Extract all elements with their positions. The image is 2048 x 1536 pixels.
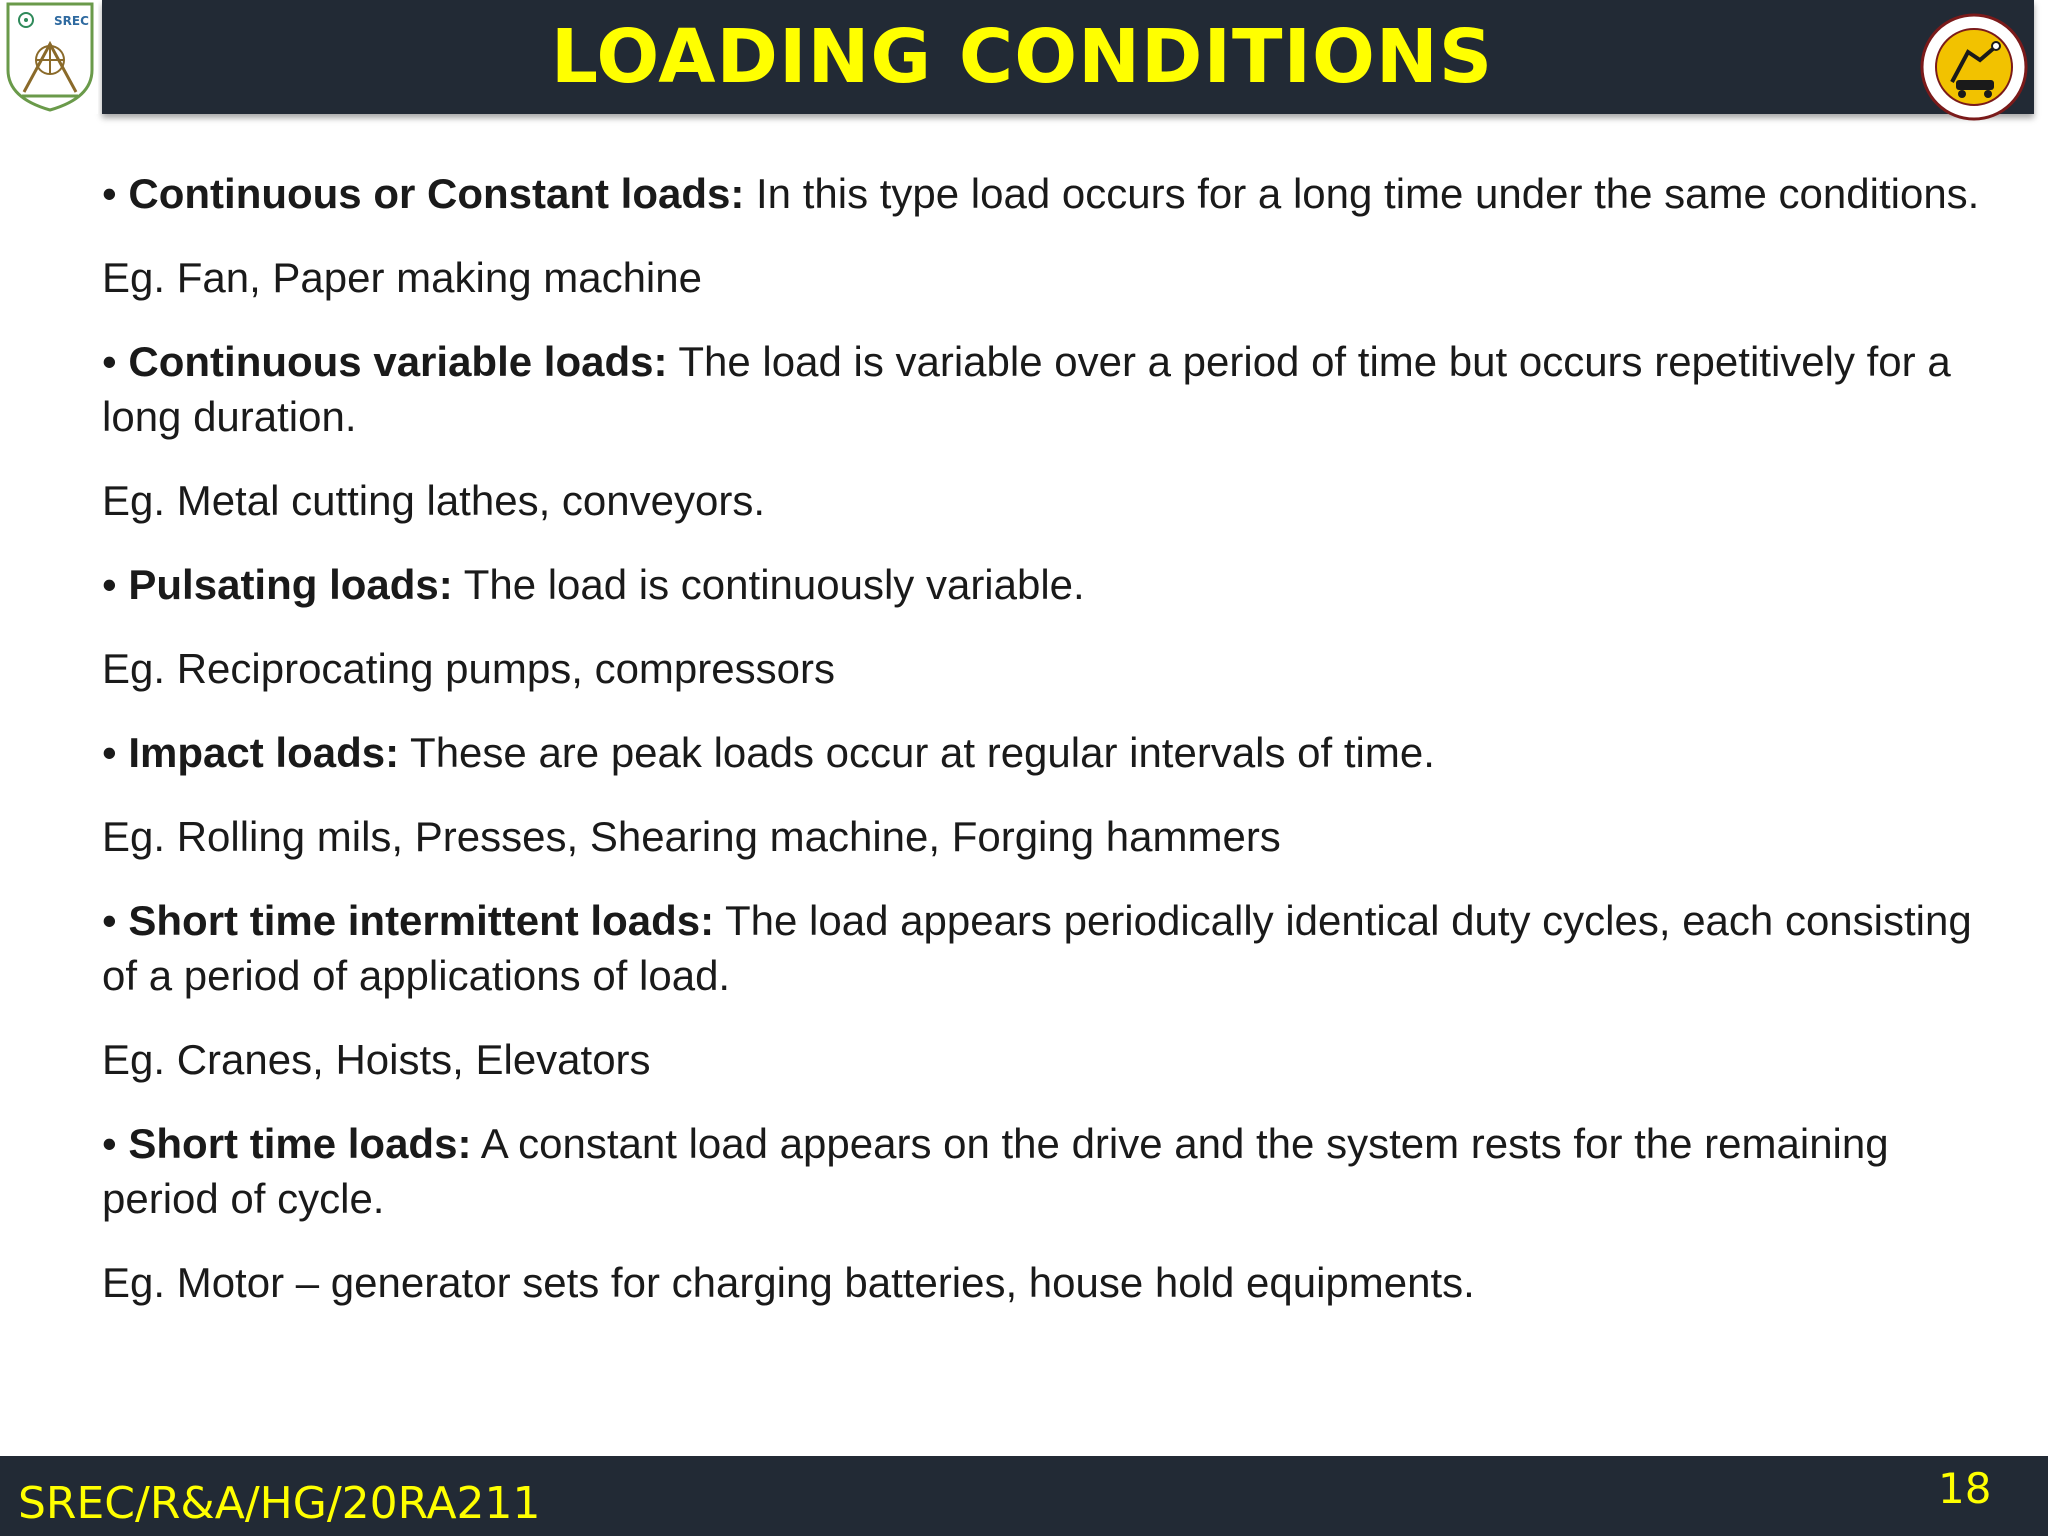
svg-text:SREC: SREC [54,14,89,28]
slide-header [0,0,2048,116]
bullet: • [102,897,117,944]
load-type-description: The load is continuously variable. [463,561,1085,608]
load-type-description: A constant load appears on the drive and the system rests for the remaining period of cycle. [102,1120,1889,1222]
load-type-description: The load is variable over a period of time but occurs repetitively for a long duration. [102,338,1951,440]
load-type-item [102,166,1982,221]
load-type-example: Eg. Rolling mils, Presses, Shearing machine, Forging hammers [102,813,1281,860]
bullet: • [102,338,117,385]
load-type-example: Eg. Motor – generator sets for charging batteries, house hold equipments. [102,1259,1475,1306]
load-type-term: Short time loads: [128,1120,472,1167]
load-type-example: Eg. Fan, Paper making machine [102,254,702,301]
bullet: • [102,729,117,776]
page-number: 18 [1938,1464,1992,1513]
load-type-item [102,1116,1982,1226]
load-type-term: Continuous or Constant loads: [128,170,745,217]
load-type-description: The load appears periodically identical duty cycles, each consisting of a period of applications of load. [102,897,1972,999]
load-type-example: Eg. Reciprocating pumps, compressors [102,645,835,692]
load-type-item [102,725,1982,780]
bullet: • [102,561,117,608]
load-type-example: Eg. Metal cutting lathes, conveyors. [102,477,765,524]
srec-college-crest-icon [2,0,98,114]
slide-title: LOADING CONDITIONS [550,14,1494,100]
load-type-term: Short time intermittent loads: [128,897,715,944]
bullet: • [102,170,117,217]
robotics-department-seal-icon [1916,12,2032,122]
load-type-item [102,557,1982,612]
bullet: • [102,1120,117,1167]
load-type-example: Eg. Cranes, Hoists, Elevators [102,1036,651,1083]
load-type-term: Impact loads: [128,729,400,776]
load-type-description: In this type load occurs for a long time under the same conditions. [756,170,1980,217]
load-type-term: Continuous variable loads: [128,338,668,385]
course-code: SREC/R&A/HG/20RA211 [18,1478,541,1529]
load-type-term: Pulsating loads: [128,561,453,608]
slide-body [102,166,1982,1339]
load-type-description: These are peak loads occur at regular intervals of time. [410,729,1435,776]
load-type-item [102,893,1982,1003]
load-type-item [102,334,1982,444]
